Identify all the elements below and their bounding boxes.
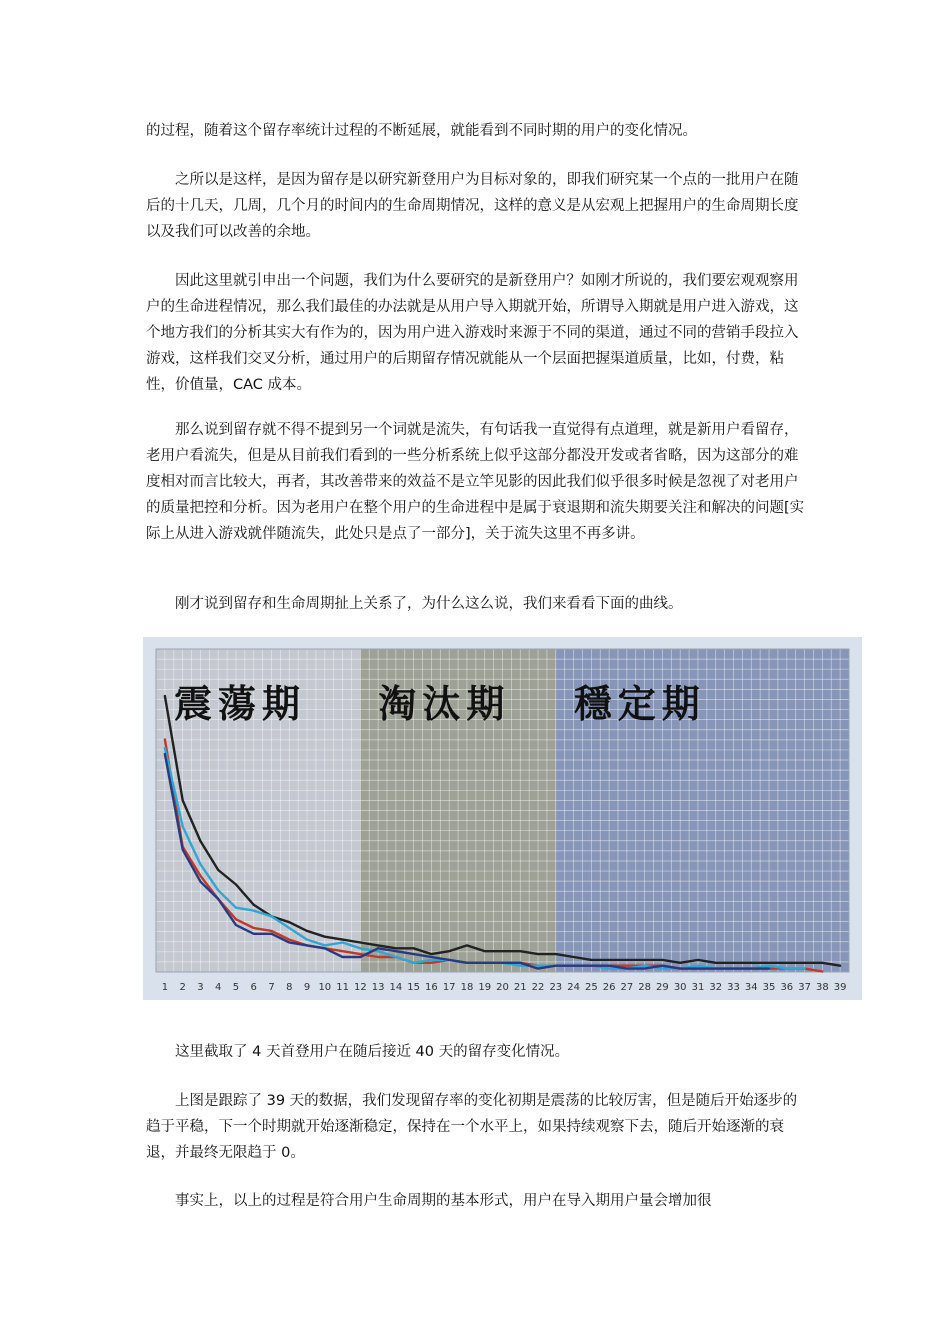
x-tick-label: 5 [232, 982, 240, 993]
paragraph-2: 之所以是这样，是因为留存是以研究新登用户为目标对象的，即我们研究某一个点的一批用户在随后的十几天，几周，几个月的时间内的生命周期情况，这样的意义是从宏观上把握用户的生命周期长度以及我们可以改善的余地。 [146, 172, 799, 240]
x-tick-label: 31 [691, 982, 705, 993]
retention-chart-svg [143, 637, 862, 1000]
paragraph-6: 这里截取了 4 天首登用户在随后接近 40 天的留存变化情况。 [175, 1044, 570, 1060]
paragraph-4: 那么说到留存就不得不提到另一个词就是流失，有句话我一直觉得有点道理，就是新用户看留存，老用户看流失，但是从目前我们看到的一些分析系统上似乎这部分都没开发或者省略，因为这部分的难度相对而言比较大，再者，其改善带来的效益不是立竿见影的因此我们似乎很多时候是忽视了对老用户的质量把控和分析。因为老用户在整个用户的生命进程中是属于衰退期和流失期要关注和解决的问题[实际上从进入游戏就伴随流失，此处只是点了一部分]，关于流失这里不再多讲。 [146, 422, 805, 542]
x-tick-label: 2 [179, 982, 186, 993]
x-tick-label: 8 [286, 982, 293, 993]
x-tick-label: 18 [460, 982, 474, 993]
x-tick-label: 32 [709, 982, 723, 993]
x-tick-label: 30 [673, 982, 687, 993]
x-tick-label: 25 [584, 982, 598, 993]
x-tick-label: 12 [353, 982, 367, 993]
x-tick-label: 4 [215, 982, 222, 993]
x-tick-label: 15 [407, 982, 421, 993]
x-tick-label: 36 [780, 982, 794, 993]
paragraph-5: 刚才说到留存和生命周期扯上关系了，为什么这么说，我们来看看下面的曲线。 [175, 596, 683, 612]
x-tick-label: 26 [602, 982, 616, 993]
x-tick-label: 37 [798, 982, 811, 993]
x-tick-label: 23 [549, 982, 563, 993]
x-tick-label: 6 [250, 982, 257, 993]
phase-label-2: 淘汰期 [378, 681, 511, 726]
x-tick-label: 3 [197, 982, 204, 993]
paragraph-1: 的过程，随着这个留存率统计过程的不断延展，就能看到不同时期的用户的变化情况。 [146, 123, 697, 139]
retention-chart [143, 637, 862, 1000]
x-tick-label: 38 [815, 982, 829, 993]
x-tick-label: 34 [744, 982, 758, 993]
paragraph-7: 上图是跟踪了 39 天的数据，我们发现留存率的变化初期是震荡的比较厉害，但是随后开始逐步的趋于平稳，下一个时期就开始逐渐稳定，保持在一个水平上，如果持续观察下去，随后开始逐渐的衰退，并最终无限趋于 0。 [146, 1093, 798, 1161]
x-tick-label: 14 [389, 982, 403, 993]
x-tick-label: 33 [727, 982, 740, 993]
paragraph-8: 事实上，以上的过程是符合用户生命周期的基本形式，用户在导入期用户量会增加很 [175, 1193, 712, 1209]
x-tick-label: 24 [567, 982, 580, 993]
x-tick-label: 16 [425, 982, 438, 993]
x-tick-label: 13 [371, 982, 385, 993]
phase-label-1: 震蕩期 [174, 681, 307, 726]
x-tick-label: 17 [442, 982, 456, 993]
x-tick-label: 9 [303, 982, 311, 993]
x-tick-label: 1 [161, 982, 169, 993]
x-tick-label: 19 [478, 982, 492, 993]
x-tick-label: 10 [318, 982, 332, 993]
x-tick-label: 39 [833, 982, 847, 993]
x-tick-label: 22 [531, 982, 545, 993]
phase-label-3: 穩定期 [573, 681, 706, 726]
paragraph-3: 因此这里就引申出一个问题，我们为什么要研究的是新登用户？如刚才所说的，我们要宏观观察用户的生命进程情况，那么我们最佳的办法就是从用户导入期就开始，所谓导入期就是用户进入游戏，这个地方我们的分析其实大有作为的，因为用户进入游戏时来源于不同的渠道，通过不同的营销手段拉入游戏，这样我们交叉分析，通过用户的后期留存情况就能从一个层面把握渠道质量，比如，付费，粘性，价值量，CAC 成本。 [146, 273, 799, 393]
x-tick-label: 27 [620, 982, 634, 993]
x-tick-label: 21 [513, 982, 527, 993]
x-tick-label: 20 [496, 982, 509, 993]
x-tick-label: 7 [268, 982, 275, 993]
x-tick-label: 11 [336, 982, 349, 993]
x-tick-label: 28 [638, 982, 652, 993]
x-tick-label: 35 [762, 982, 776, 993]
x-tick-label: 29 [656, 982, 669, 993]
